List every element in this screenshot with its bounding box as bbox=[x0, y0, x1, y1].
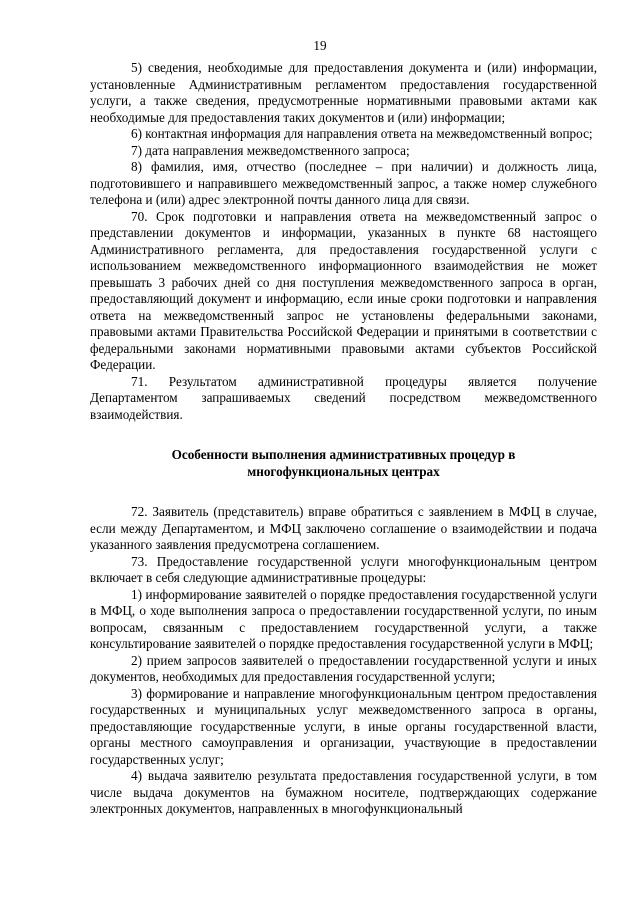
paragraph-73-item-1: 1) информирование заявителей о порядке предоставления государственной услуги в МФЦ, о ходе выполнения запроса о предоставлении государственной услуги, по иным вопросам, связанным с предоставлением государственной услуги, а также консультирование заявителей о порядке предоставления государственной услуги в МФЦ; bbox=[90, 586, 597, 651]
paragraph-72: 72. Заявитель (представитель) вправе обратиться с заявлением в МФЦ в случае, если между Департаментом, и МФЦ заключено соглашение о взаимодействии и подача указанного заявления предусмотрена соглашением. bbox=[90, 504, 597, 552]
document-body bbox=[90, 60, 597, 818]
paragraph-73-item-2: 2) прием запросов заявителей о предоставлении государственной услуги и иных документов, необходимых для предоставления государственной услуги; bbox=[90, 652, 597, 684]
paragraph-73-item-4: 4) выдача заявителю результата предоставления государственной услуги, в том числе выдача документов на бумажном носителе, подтверждающих содержание электронных документов, направленных в многофункциональный bbox=[90, 768, 597, 816]
paragraph-item-5: 5) сведения, необходимые для предоставления документа и (или) информации, установленные Административным регламентом предоставления государственной услуги, а также сведения, предусмотренные нормативными правовыми актами как необходимые для предоставления таких документов и (или) информации; bbox=[90, 60, 597, 125]
paragraph-item-8: 8) фамилия, имя, отчество (последнее – при наличии) и должность лица, подготовившего и направившего межведомственный запрос, а также номер служебного телефона и (или) адрес электронной почты данного лица для связи. bbox=[90, 159, 597, 207]
section-title: Особенности выполнения административных процедур в многофункциональных центрах bbox=[171, 447, 516, 479]
page-number: 19 bbox=[313, 38, 327, 53]
paragraph-73-item-3: 3) формирование и направление многофункциональным центром предоставления государственных и муниципальных услуг межведомственного запроса в органы, предоставляющие государственные услуги, в иные органы государственной власти, органы местного самоуправления и организации, участвующие в предоставлении государственных услуг; bbox=[90, 685, 597, 767]
paragraph-item-7: 7) дата направления межведомственного запроса; bbox=[131, 142, 410, 158]
paragraph-71: 71. Результатом административной процедуры является получение Департаментом запрашиваемых сведений посредством межведомственного взаимодействия. bbox=[90, 373, 597, 422]
paragraph-73: 73. Предоставление государственной услуги многофункциональным центром включает в себя следующие административные процедуры: bbox=[90, 553, 597, 585]
paragraph-item-6: 6) контактная информация для направления ответа на межведомственный вопрос; bbox=[131, 126, 593, 141]
paragraph-70: 70. Срок подготовки и направления ответа на межведомственный запрос о представлении документов и информации, указанных в пункте 68 настоящего Административного регламента, для предоставления государственной услуги с использованием межведомственного информационного взаимодействия не может превышать 3 рабочих дней со дня поступления межведомственного запроса в орган, предоставляющий документ и информацию, если иные сроки подготовки и направления ответа на межведомственный запрос не установлены федеральными законами, правовыми актами Правительства Российской Федерации и принятыми в соответствии с федеральными законами нормативными правовыми актами субъектов Российской Федерации. bbox=[90, 208, 597, 372]
